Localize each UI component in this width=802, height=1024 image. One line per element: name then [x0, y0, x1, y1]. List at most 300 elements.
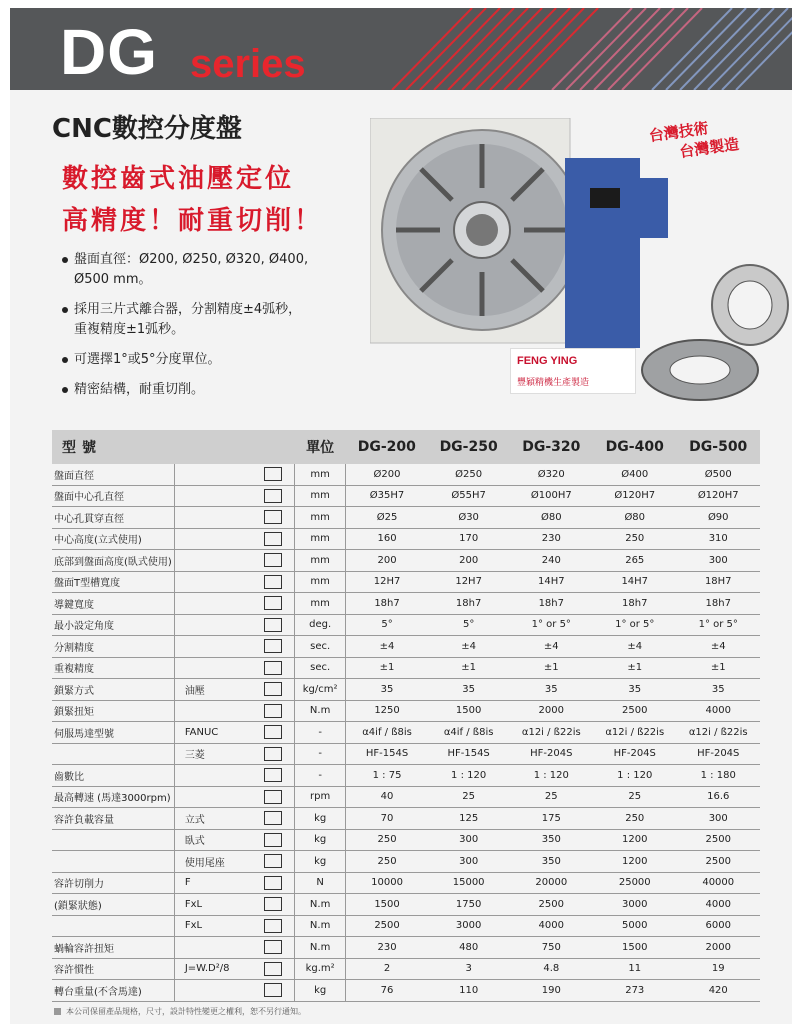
spec-diagram-icon [264, 575, 282, 589]
row-diagram [252, 808, 294, 830]
table-row [52, 571, 760, 593]
row-unit: N [294, 872, 345, 894]
spec-diagram-icon [264, 962, 282, 976]
row-subtype [174, 700, 252, 722]
spec-diagram-icon [264, 747, 282, 761]
row-subtype [174, 550, 252, 572]
square-bullet-icon [54, 1008, 61, 1015]
row-name: 中心孔貫穿直徑 [52, 507, 174, 529]
row-name: 容許負載容量 [52, 808, 174, 830]
row-unit: kg [294, 808, 345, 830]
row-value: Ø120H7 [676, 485, 760, 507]
row-subtype: 使用尾座 [174, 851, 252, 873]
row-diagram [252, 657, 294, 679]
row-name [52, 743, 174, 765]
row-value: ±1 [346, 657, 428, 679]
row-value: ±1 [428, 657, 510, 679]
row-unit: mm [294, 485, 345, 507]
row-value: HF-154S [428, 743, 510, 765]
row-diagram [252, 614, 294, 636]
row-diagram [252, 722, 294, 744]
row-value: 1 : 120 [428, 765, 510, 787]
row-name [52, 851, 174, 873]
row-value: 2500 [676, 851, 760, 873]
row-diagram [252, 937, 294, 959]
row-name: 盤面T型槽寬度 [52, 571, 174, 593]
feature-1: 盤面直徑：Ø200, Ø250, Ø320, Ø400, Ø500 mm。 [62, 250, 308, 290]
row-diagram [252, 485, 294, 507]
row-value: Ø25 [346, 507, 428, 529]
row-subtype [174, 485, 252, 507]
row-value: 230 [510, 528, 593, 550]
banner-stripes [372, 8, 792, 90]
row-subtype [174, 507, 252, 529]
row-value: 4000 [676, 894, 760, 916]
table-row [52, 700, 760, 722]
row-value: Ø90 [676, 507, 760, 529]
row-value: Ø500 [676, 464, 760, 485]
row-value: α4if / ß8is [428, 722, 510, 744]
row-value: 18h7 [428, 593, 510, 615]
row-value: 1 : 120 [510, 765, 593, 787]
page-title: CNC數控分度盤 [52, 114, 242, 144]
table-row [52, 937, 760, 959]
row-value: 18h7 [676, 593, 760, 615]
row-value: 70 [346, 808, 428, 830]
table-row [52, 636, 760, 658]
row-value: α12i / ß22is [676, 722, 760, 744]
row-name: 容許切削力 [52, 872, 174, 894]
table-row [52, 958, 760, 980]
row-diagram [252, 550, 294, 572]
row-name: 容許慣性 [52, 958, 174, 980]
row-value: 3000 [593, 894, 676, 916]
row-subtype [174, 593, 252, 615]
table-row [52, 915, 760, 937]
row-value: 750 [510, 937, 593, 959]
footnote: 本公司保留產品規格，尺寸，設計特性變更之權利，恕不另行通知。 [54, 1006, 306, 1017]
brand-dg: DG [60, 16, 158, 88]
spec-diagram-icon [264, 725, 282, 739]
row-value: 4000 [676, 700, 760, 722]
spec-diagram-icon [264, 811, 282, 825]
row-unit: rpm [294, 786, 345, 808]
row-value: ±4 [346, 636, 428, 658]
row-value: 35 [510, 679, 593, 701]
table-row [52, 894, 760, 916]
spec-diagram-icon [264, 532, 282, 546]
table-row [52, 980, 760, 1002]
row-unit: - [294, 765, 345, 787]
row-value: 250 [593, 808, 676, 830]
row-value: 250 [346, 851, 428, 873]
table-row [52, 722, 760, 744]
row-value: 2 [346, 958, 428, 980]
row-name: 盤面中心孔直徑 [52, 485, 174, 507]
row-value: Ø100H7 [510, 485, 593, 507]
feature-2: 採用三片式離合器，分割精度±4弧秒， 重複精度±1弧秒。 [62, 300, 301, 340]
row-value: Ø55H7 [428, 485, 510, 507]
row-name: 蝸輪容許扭矩 [52, 937, 174, 959]
row-unit: kg.m² [294, 958, 345, 980]
row-value: 230 [346, 937, 428, 959]
row-unit: N.m [294, 937, 345, 959]
row-subtype: FxL [174, 915, 252, 937]
row-value: 1500 [593, 937, 676, 959]
row-value: 25 [510, 786, 593, 808]
spec-diagram-icon [264, 790, 282, 804]
row-value: 273 [593, 980, 676, 1002]
table-row [52, 829, 760, 851]
row-subtype [174, 657, 252, 679]
row-unit: mm [294, 571, 345, 593]
bullet-icon [62, 387, 68, 393]
row-value: 16.6 [676, 786, 760, 808]
table-row [52, 593, 760, 615]
row-value: 240 [510, 550, 593, 572]
spec-diagram-icon [264, 940, 282, 954]
table-row [52, 679, 760, 701]
spec-diagram-icon [264, 919, 282, 933]
row-diagram [252, 894, 294, 916]
table-row [52, 743, 760, 765]
row-value: 4000 [510, 915, 593, 937]
row-diagram [252, 958, 294, 980]
row-name: (鎖緊狀態) [52, 894, 174, 916]
spec-diagram-icon [264, 467, 282, 481]
row-value: 35 [593, 679, 676, 701]
row-diagram [252, 980, 294, 1002]
header-dg250: DG-250 [428, 430, 510, 464]
row-value: 2500 [346, 915, 428, 937]
row-subtype: 油壓 [174, 679, 252, 701]
row-subtype [174, 937, 252, 959]
row-name: 齒數比 [52, 765, 174, 787]
row-value: HF-204S [593, 743, 676, 765]
row-value: 300 [428, 851, 510, 873]
row-subtype: J=W.D²/8 [174, 958, 252, 980]
row-diagram [252, 507, 294, 529]
row-diagram [252, 743, 294, 765]
row-subtype [174, 980, 252, 1002]
feature-4: 精密結構，耐重切削。 [62, 380, 204, 400]
header-dg320: DG-320 [510, 430, 593, 464]
row-value: Ø400 [593, 464, 676, 485]
row-value: Ø320 [510, 464, 593, 485]
row-value: Ø30 [428, 507, 510, 529]
table-row [52, 657, 760, 679]
row-value: 15000 [428, 872, 510, 894]
table-row [52, 507, 760, 529]
header-unit: 單位 [294, 430, 345, 464]
row-name: 伺服馬達型號 [52, 722, 174, 744]
row-value: Ø120H7 [593, 485, 676, 507]
row-subtype: FANUC [174, 722, 252, 744]
row-subtype [174, 636, 252, 658]
clutch-parts-illustration [640, 260, 790, 410]
row-value: 1 : 120 [593, 765, 676, 787]
row-value: 1250 [346, 700, 428, 722]
spec-diagram-icon [264, 768, 282, 782]
row-diagram [252, 636, 294, 658]
row-value: 18h7 [510, 593, 593, 615]
row-diagram [252, 851, 294, 873]
row-subtype: FxL [174, 894, 252, 916]
row-name: 導鍵寬度 [52, 593, 174, 615]
slogan-1: 數控齒式油壓定位 [62, 164, 295, 194]
spec-diagram-icon [264, 876, 282, 890]
row-value: 420 [676, 980, 760, 1002]
row-subtype: 立式 [174, 808, 252, 830]
row-value: 300 [428, 829, 510, 851]
row-unit: mm [294, 464, 345, 485]
row-value: Ø35H7 [346, 485, 428, 507]
row-value: ±4 [510, 636, 593, 658]
row-value: 2500 [510, 894, 593, 916]
row-value: 1° or 5° [510, 614, 593, 636]
row-name: 鎖緊扭矩 [52, 700, 174, 722]
bullet-icon [62, 357, 68, 363]
row-value: 1500 [428, 700, 510, 722]
row-unit: kg [294, 980, 345, 1002]
row-value: 3 [428, 958, 510, 980]
row-value: 20000 [510, 872, 593, 894]
row-value: 310 [676, 528, 760, 550]
row-unit: - [294, 743, 345, 765]
row-value: 1 : 180 [676, 765, 760, 787]
spec-diagram-icon [264, 661, 282, 675]
row-value: 1200 [593, 829, 676, 851]
row-unit: sec. [294, 636, 345, 658]
spec-diagram-icon [264, 510, 282, 524]
row-subtype [174, 571, 252, 593]
row-value: 18H7 [676, 571, 760, 593]
row-unit: kg [294, 851, 345, 873]
row-value: 35 [428, 679, 510, 701]
table-row [52, 485, 760, 507]
made-in-taiwan-stamp: 台灣技術 台灣製造 [647, 118, 741, 162]
row-diagram [252, 872, 294, 894]
row-value: 160 [346, 528, 428, 550]
row-unit: kg/cm² [294, 679, 345, 701]
row-unit: kg [294, 829, 345, 851]
row-name [52, 829, 174, 851]
row-subtype: F [174, 872, 252, 894]
row-unit: mm [294, 528, 345, 550]
spec-diagram-icon [264, 682, 282, 696]
spec-diagram-icon [264, 854, 282, 868]
row-value: ±1 [593, 657, 676, 679]
row-value: 350 [510, 829, 593, 851]
row-subtype [174, 614, 252, 636]
row-value: Ø200 [346, 464, 428, 485]
row-value: 2500 [676, 829, 760, 851]
bullet-icon [62, 307, 68, 313]
row-subtype: 三菱 [174, 743, 252, 765]
row-value: 300 [676, 808, 760, 830]
row-value: α4if / ß8is [346, 722, 428, 744]
row-diagram [252, 571, 294, 593]
row-value: HF-204S [510, 743, 593, 765]
row-value: 12H7 [428, 571, 510, 593]
row-value: Ø80 [593, 507, 676, 529]
table-row [52, 851, 760, 873]
row-value: 35 [676, 679, 760, 701]
row-unit: N.m [294, 915, 345, 937]
row-value: 265 [593, 550, 676, 572]
row-diagram [252, 528, 294, 550]
row-diagram [252, 786, 294, 808]
table-row [52, 872, 760, 894]
brand-series: series [190, 42, 306, 86]
row-value: 1200 [593, 851, 676, 873]
row-value: 25 [593, 786, 676, 808]
row-unit: sec. [294, 657, 345, 679]
row-value: HF-154S [346, 743, 428, 765]
slogan-2: 高精度！耐重切削！ [62, 206, 324, 236]
row-subtype: 臥式 [174, 829, 252, 851]
row-value: 3000 [428, 915, 510, 937]
row-diagram [252, 593, 294, 615]
table-row [52, 528, 760, 550]
row-value: 18h7 [346, 593, 428, 615]
row-value: 40000 [676, 872, 760, 894]
row-value: 170 [428, 528, 510, 550]
row-value: 25 [428, 786, 510, 808]
row-value: 40 [346, 786, 428, 808]
row-value: HF-204S [676, 743, 760, 765]
row-diagram [252, 679, 294, 701]
spec-diagram-icon [264, 833, 282, 847]
row-diagram [252, 464, 294, 485]
row-value: 6000 [676, 915, 760, 937]
row-value: 350 [510, 851, 593, 873]
spec-diagram-icon [264, 553, 282, 567]
row-value: Ø250 [428, 464, 510, 485]
row-diagram [252, 765, 294, 787]
row-value: 1° or 5° [593, 614, 676, 636]
row-name: 鎖緊方式 [52, 679, 174, 701]
row-value: α12i / ß22is [510, 722, 593, 744]
row-value: α12i / ß22is [593, 722, 676, 744]
row-value: 10000 [346, 872, 428, 894]
row-value: 250 [346, 829, 428, 851]
row-value: 4.8 [510, 958, 593, 980]
row-value: 25000 [593, 872, 676, 894]
row-value: 2000 [510, 700, 593, 722]
row-subtype [174, 765, 252, 787]
row-value: 250 [593, 528, 676, 550]
row-value: 35 [346, 679, 428, 701]
row-value: 1° or 5° [676, 614, 760, 636]
row-value: 200 [428, 550, 510, 572]
row-unit: mm [294, 507, 345, 529]
row-name: 盤面直徑 [52, 464, 174, 485]
row-subtype [174, 528, 252, 550]
row-value: 2500 [593, 700, 676, 722]
table-header-row [52, 430, 760, 464]
row-value: 14H7 [593, 571, 676, 593]
row-unit: N.m [294, 700, 345, 722]
header-banner [10, 8, 792, 90]
table-row [52, 614, 760, 636]
row-diagram [252, 700, 294, 722]
row-diagram [252, 915, 294, 937]
row-unit: N.m [294, 894, 345, 916]
row-value: ±4 [428, 636, 510, 658]
row-value: 19 [676, 958, 760, 980]
feng-ying-logo: FENG YING 豐穎精機生產製造 [510, 348, 636, 394]
row-name: 底部到盤面高度(臥式使用) [52, 550, 174, 572]
row-value: 200 [346, 550, 428, 572]
table-row [52, 808, 760, 830]
row-value: ±1 [510, 657, 593, 679]
row-value: ±4 [593, 636, 676, 658]
spec-diagram-icon [264, 596, 282, 610]
row-unit: - [294, 722, 345, 744]
header-dg200: DG-200 [346, 430, 428, 464]
row-value: 76 [346, 980, 428, 1002]
spec-diagram-icon [264, 618, 282, 632]
spec-diagram-icon [264, 897, 282, 911]
row-value: 300 [676, 550, 760, 572]
header-model: 型號 [52, 430, 294, 464]
row-value: 14H7 [510, 571, 593, 593]
row-value: 480 [428, 937, 510, 959]
row-value: 18h7 [593, 593, 676, 615]
row-value: 1 : 75 [346, 765, 428, 787]
row-subtype [174, 786, 252, 808]
table-row [52, 464, 760, 485]
row-unit: mm [294, 550, 345, 572]
table-row [52, 786, 760, 808]
row-value: ±1 [676, 657, 760, 679]
row-unit: deg. [294, 614, 345, 636]
row-value: 110 [428, 980, 510, 1002]
row-name: 轉台重量(不含馬達) [52, 980, 174, 1002]
row-value: 5000 [593, 915, 676, 937]
row-name: 分割精度 [52, 636, 174, 658]
row-diagram [252, 829, 294, 851]
row-value: Ø80 [510, 507, 593, 529]
row-name [52, 915, 174, 937]
row-value: 5° [346, 614, 428, 636]
bullet-icon [62, 257, 68, 263]
row-subtype [174, 464, 252, 485]
spec-diagram-icon [264, 489, 282, 503]
row-unit: mm [294, 593, 345, 615]
header-dg500: DG-500 [676, 430, 760, 464]
spec-diagram-icon [264, 704, 282, 718]
row-value: 11 [593, 958, 676, 980]
spec-diagram-icon [264, 639, 282, 653]
row-value: 1500 [346, 894, 428, 916]
row-name: 重複精度 [52, 657, 174, 679]
row-name: 最小設定角度 [52, 614, 174, 636]
row-value: 1750 [428, 894, 510, 916]
row-value: 12H7 [346, 571, 428, 593]
row-value: 175 [510, 808, 593, 830]
row-value: ±4 [676, 636, 760, 658]
row-value: 2000 [676, 937, 760, 959]
spec-diagram-icon [264, 983, 282, 997]
row-name: 最高轉速 (馬達3000rpm) [52, 786, 174, 808]
row-value: 5° [428, 614, 510, 636]
header-dg400: DG-400 [593, 430, 676, 464]
spec-table [52, 430, 760, 1002]
feature-3: 可選擇1°或5°分度單位。 [62, 350, 221, 370]
row-value: 190 [510, 980, 593, 1002]
